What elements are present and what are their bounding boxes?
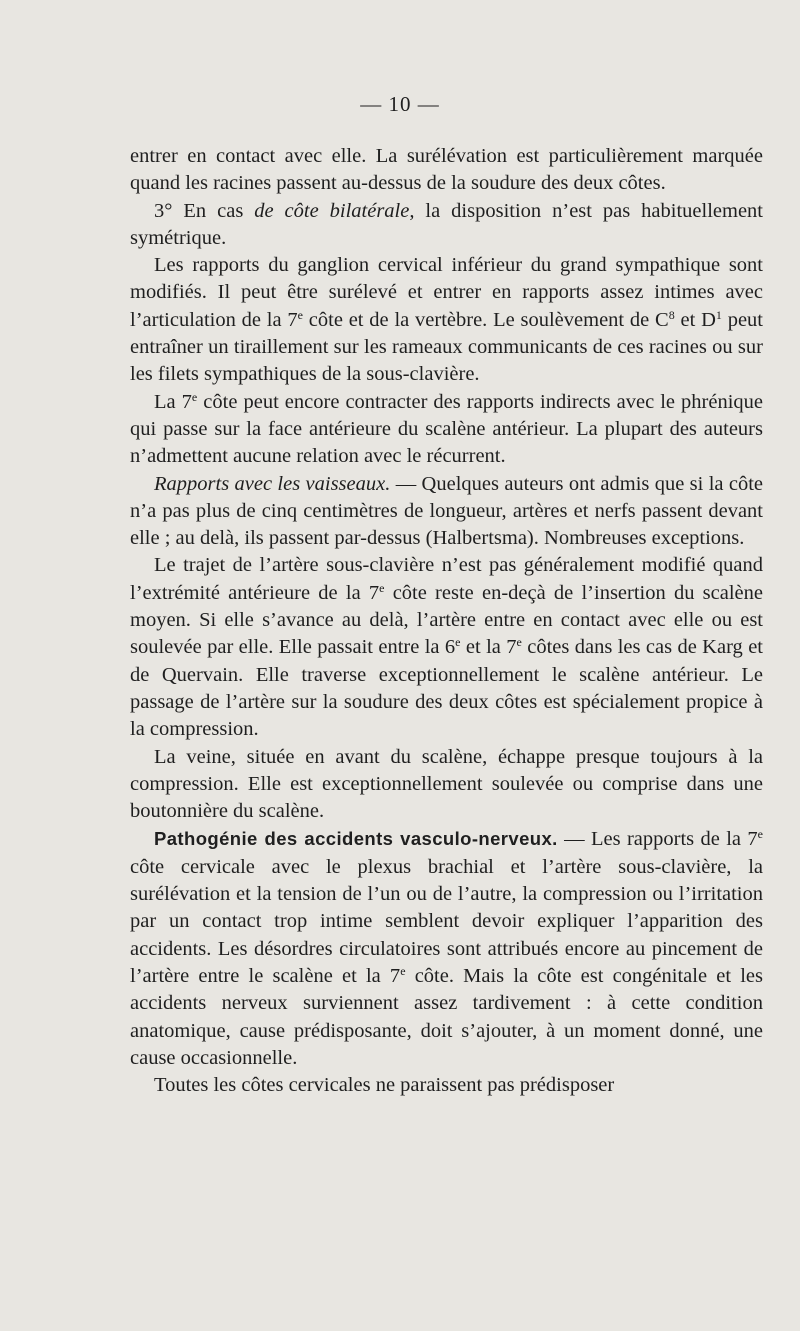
paragraph-8-b: côte cervicale avec le plexus brachial et l’artère sous-clavière, la surélévation et la tension de l’un ou de l’autre, la compression ou l’irritation par un contact trop intime semblent devoir expliquer l’apparition des accidents. Les désordres circulatoires sont attribués encore au pincement de l’artère entre le scalène et la 7 bbox=[130, 855, 763, 987]
paragraph-8 bbox=[130, 825, 763, 1072]
paragraph-5-rest: — Quelques auteurs ont admis que si la côte n’a pas plus de cinq centimètres de longueur, artères et nerfs passent devant elle ; au delà, ils passent par-dessus (Halbertsma). Nombreuses exceptions. bbox=[130, 472, 763, 550]
paragraph-2-lead: 3° En cas bbox=[154, 199, 255, 222]
page-number: — 10 — bbox=[360, 92, 440, 116]
body-text bbox=[130, 143, 763, 1099]
paragraph-3-a: Les rapports du ganglion cervical inférieur du grand sympathique sont modifiés. Il peut être surélevé et entrer en rapports assez intimes avec l’articulation de la 7 bbox=[130, 254, 763, 331]
paragraph-6-c: et la 7 bbox=[460, 636, 517, 659]
section-title-vaisseaux: Rapports avec les vaisseaux. bbox=[154, 472, 391, 495]
paragraph-2-italic: de côte bilatérale, bbox=[254, 199, 415, 222]
superscript: e bbox=[516, 635, 522, 650]
paragraph-7 bbox=[130, 744, 763, 826]
superscript: e bbox=[455, 635, 461, 650]
superscript: e bbox=[379, 580, 385, 595]
paragraph-2-rest: la disposition n’est pas habituellement symétrique. bbox=[130, 199, 764, 249]
paragraph-9 bbox=[130, 1072, 763, 1099]
paragraph-5 bbox=[130, 471, 763, 553]
paragraph-8-c: côte. Mais la côte est congénitale et les accidents nerveux surviennent assez tardivement : à cette condition anatomique, cause prédisposante, doit s’ajouter, à un moment donné, une cause occasionnelle. bbox=[130, 964, 763, 1069]
paragraph-8-a: — Les rapports de la 7 bbox=[557, 828, 758, 851]
paragraph-1-text: entrer en contact avec elle. La surélévation est particulièrement marquée quand les racines passent au-dessus de la soudure des deux côtes. bbox=[130, 145, 763, 195]
paragraph-4-b: côte peut encore contracter des rapports indirects avec le phrénique qui passe sur la face antérieure du scalène antérieur. La plupart des auteurs n’admettent aucune relation avec le récurrent. bbox=[130, 390, 764, 468]
paragraph-3 bbox=[130, 252, 763, 388]
superscript: e bbox=[757, 827, 763, 842]
superscript: e bbox=[400, 963, 406, 978]
paragraph-3-b: côte et de la vertèbre. Le soulèvement de C bbox=[302, 308, 669, 331]
section-heading-pathogenie: Pathogénie des accidents vasculo-nerveux. bbox=[154, 828, 558, 850]
paragraph-6 bbox=[130, 552, 763, 743]
paragraph-1 bbox=[130, 143, 763, 198]
superscript: 1 bbox=[715, 307, 722, 322]
paragraph-4-a: La 7 bbox=[154, 390, 192, 413]
paragraph-3-c: et D bbox=[674, 308, 716, 331]
superscript: e bbox=[297, 307, 303, 322]
paragraph-6-a: Le trajet de l’artère sous-clavière n’est pas généralement modifié quand l’extrémité antérieure de la 7 bbox=[130, 554, 763, 604]
paragraph-6-d: côtes dans les cas de Karg et de Quervain. Elle traverse exceptionnellement le scalène antérieur. Le passage de l’artère sur la soudure des deux côtes est spécialement propice à la compression. bbox=[130, 636, 763, 741]
paragraph-9-text: Toutes les côtes cervicales ne paraissent pas prédisposer bbox=[154, 1074, 615, 1097]
paragraph-6-b: côte reste en-deçà de l’insertion du scalène moyen. Si elle s’avance au delà, l’artère entre en contact avec elle ou est soulevée par elle. Elle passait entre la 6 bbox=[130, 581, 763, 659]
paragraph-2 bbox=[130, 198, 763, 253]
superscript: 8 bbox=[668, 307, 675, 322]
paragraph-4 bbox=[130, 389, 763, 471]
paragraph-3-d: peut entraîner un tiraillement sur les rameaux communicants de ces racines ou sur les filets sympathiques de la sous-clavière. bbox=[130, 308, 763, 386]
paragraph-7-text: La veine, située en avant du scalène, échappe presque toujours à la compression. Elle est exceptionnellement soulevée ou comprise dans une boutonnière du scalène. bbox=[130, 745, 763, 823]
superscript: e bbox=[191, 389, 198, 404]
